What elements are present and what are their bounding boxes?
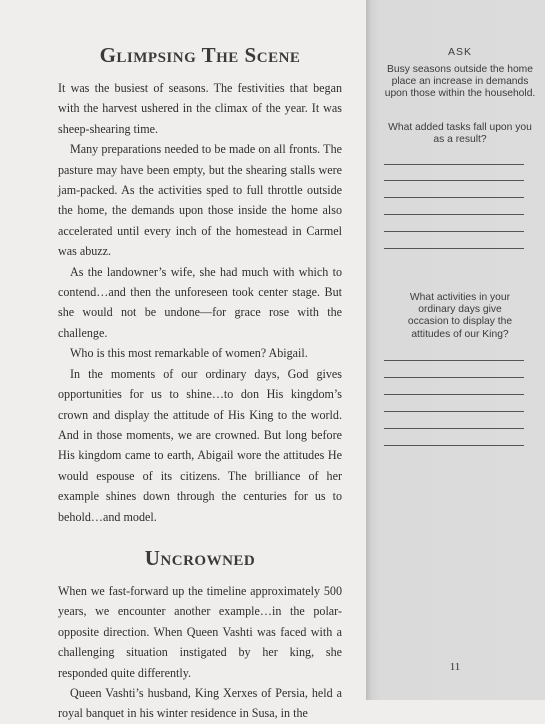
ask-label: ASK [447,46,472,58]
question-activities: What activities in your ordinary days give occasion to display the attitudes of our King? [407,292,513,340]
answer-line[interactable] [384,394,524,395]
paragraph: Many preparations needed to be made on all fronts. The pasture may have been empty, but the shearing stalls were jam-packed. As the activities sped to full throttle outside the home, the demands upon those inside the home also accelerated until every inch of the homestead in Carmel was abuzz. [58,142,342,259]
section-heading-uncrowned: Uncrowned [144,545,256,570]
paragraph: Who is this most remarkable of women? Abigail. [70,346,308,361]
question-intro: Busy seasons outside the home place an increase in demands upon those within the household. [384,64,536,100]
answer-line[interactable] [384,377,524,378]
section-heading-glimpsing: Glimpsing The Scene [99,43,301,67]
question-added-tasks: What added tasks fall upon you as a result? [388,122,532,146]
page-number: 11 [449,661,461,673]
paragraph: It was the busiest of seasons. The festivities that began with the harvest ushered in the climax of the year. It was sheep-shearing time. [58,81,342,136]
paragraph: Queen Vashti’s husband, King Xerxes of Persia, held a royal banquet in his winter residence in Susa, in the [58,685,342,721]
paragraph: When we fast-forward up the timeline approximately 500 years, we encounter another example…in the polar-opposite direction. When Queen Vashti was faced with a challenging situation instigated by her king, she responded quite differently. [58,583,342,680]
answer-line[interactable] [384,411,524,412]
answer-line[interactable] [384,231,524,232]
answer-line[interactable] [384,428,524,429]
answer-line[interactable] [384,197,524,198]
paragraph: As the landowner’s wife, she had much with which to contend…and then the unforeseen took center stage. But she would not be undone—for grace rose with the challenge. [58,264,342,340]
answer-line[interactable] [384,445,524,446]
answer-line[interactable] [384,164,524,165]
paragraph: In the moments of our ordinary days, God gives opportunities for us to shine…to don His kingdom’s crown and display the attitude of His King to the world. And in those moments, we are crowned. But long before His kingdom came to earth, Abigail wore the attitudes He would espouse of its citizens. The brilliance of her example shines down through the centuries for us to behold…and model. [58,366,342,524]
answer-line[interactable] [384,214,524,215]
answer-line[interactable] [384,360,524,361]
answer-line[interactable] [384,180,524,181]
main-text-column [58,42,342,724]
answer-line[interactable] [384,248,524,249]
ask-sidebar [366,0,545,700]
